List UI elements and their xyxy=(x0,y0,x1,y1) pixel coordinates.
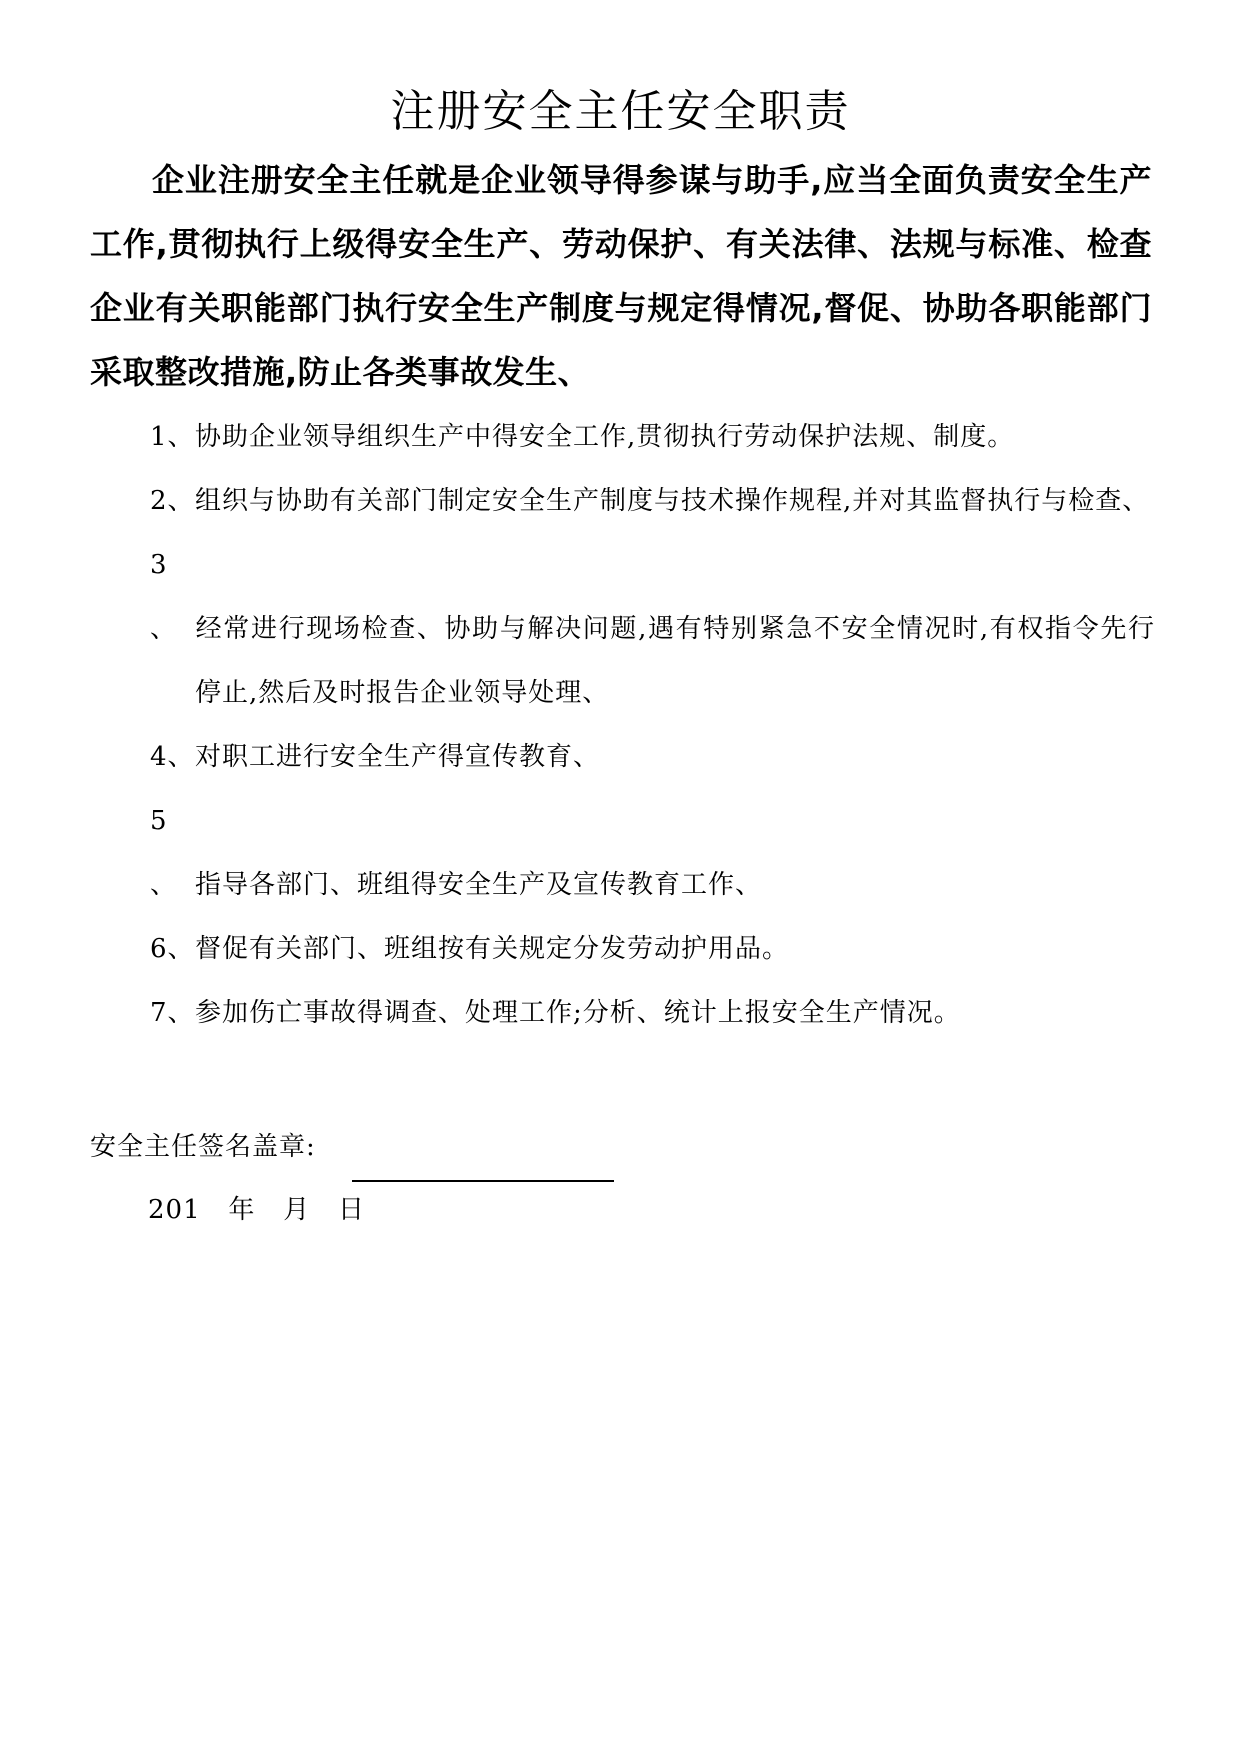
duty-text: 组织与协助有关部门制定安全生产制度与技术操作规程,并对其监督执行与检查、 xyxy=(195,486,1150,516)
duty-item-7 xyxy=(0,981,1155,1045)
signature-line xyxy=(352,1180,614,1182)
duty-item-5 xyxy=(0,789,1155,917)
duty-text: 经常进行现场检查、协助与解决问题,遇有特别紧急不安全情况时,有权指令先行停止,然后及时报告企业领导处理、 xyxy=(195,614,1155,708)
duty-text: 对职工进行安全生产得宣传教育、 xyxy=(195,742,601,772)
duty-item-1 xyxy=(0,405,1155,469)
duty-number: 7、 xyxy=(150,998,195,1028)
duty-number: 4、 xyxy=(150,742,195,772)
duty-text: 参加伤亡事故得调查、处理工作;分析、统计上报安全生产情况。 xyxy=(195,998,961,1028)
duty-text: 督促有关部门、班组按有关规定分发劳动护用品。 xyxy=(195,934,790,964)
duty-item-2 xyxy=(0,469,1155,533)
duty-item-4 xyxy=(0,725,1155,789)
duty-number: 5 、 xyxy=(150,806,178,900)
duty-item-3 xyxy=(0,533,1155,725)
duty-number: 2、 xyxy=(150,486,195,516)
document-title: 注册安全主任安全职责 xyxy=(390,86,851,137)
duty-text: 指导各部门、班组得安全生产及宣传教育工作、 xyxy=(195,870,763,900)
duty-text: 协助企业领导组织生产中得安全工作,贯彻执行劳动保护法规、制度。 xyxy=(195,422,1015,452)
date-line: 201 年 月 日 xyxy=(148,1195,366,1225)
duty-number: 3 、 xyxy=(150,550,178,644)
duty-list xyxy=(0,405,1241,1045)
duty-item-6 xyxy=(0,917,1155,981)
signature-label: 安全主任签名盖章: xyxy=(90,1132,316,1162)
duty-number: 6、 xyxy=(150,934,195,964)
intro-paragraph: 企业注册安全主任就是企业领导得参谋与助手,应当全面负责安全生产工作,贯彻执行上级得安全生产、劳动保护、有关法律、法规与标准、检查企业有关职能部门执行安全生产制度与规定得情况,督促、协助各职能部门采取整改措施,防止各类事故发生、 xyxy=(90,161,1152,391)
duty-number: 1、 xyxy=(150,422,195,452)
